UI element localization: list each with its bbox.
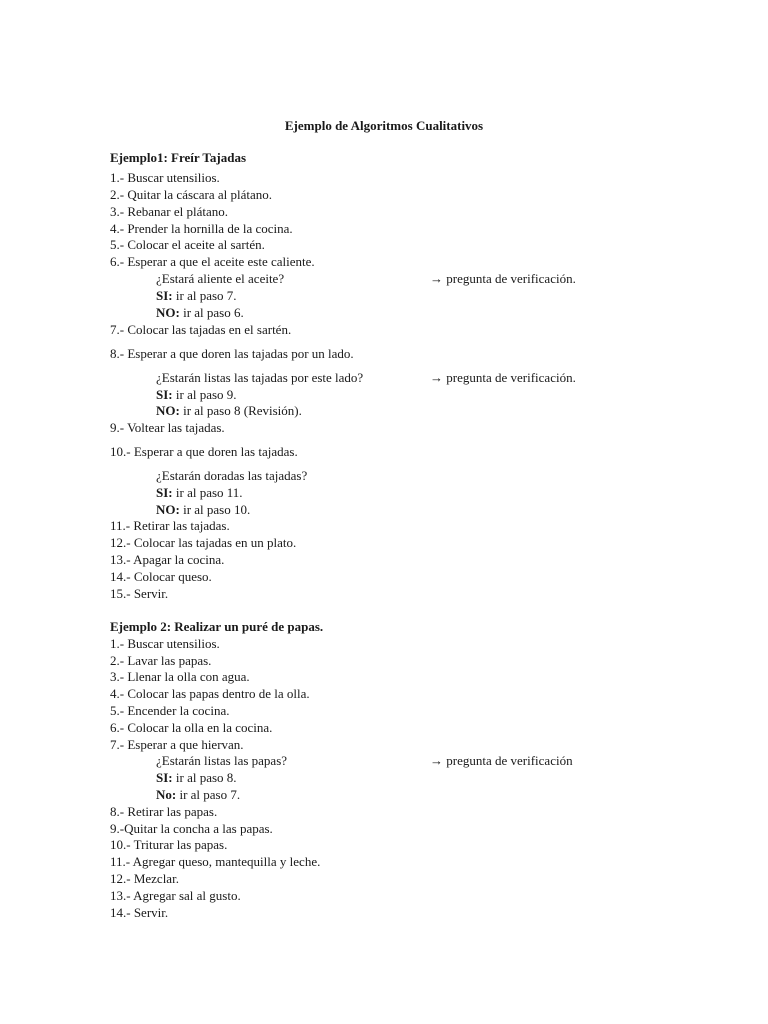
ex2-step-6: 6.- Colocar la olla en la cocina. [110,720,273,735]
ex1-question-1-no [156,305,244,321]
no-label: NO: [156,502,180,517]
ex1-question-3-si [156,485,243,501]
ex2-step-8: 8.- Retirar las papas. [110,804,218,819]
si-label: SI: [156,770,173,785]
ex1-question-2: ¿Estarán listas las tajadas por este lado? [156,370,364,385]
no-label: NO: [156,305,180,320]
ex1-question-2-si [156,387,237,403]
ex2-step-13: 13.- Agregar sal al gusto. [110,888,241,903]
example-2-heading: Ejemplo 2: Realizar un puré de papas. [110,619,324,634]
ex2-step-4: 4.- Colocar las papas dentro de la olla. [110,686,310,701]
ex1-question-2-note: → pregunta de verificación. [430,370,576,385]
ex1-step-12: 12.- Colocar las tajadas en un plato. [110,535,297,550]
ex2-step-10: 10.- Triturar las papas. [110,837,228,852]
ex1-step-4: 4.- Prender la hornilla de la cocina. [110,221,293,236]
ex2-step-5: 5.- Encender la cocina. [110,703,230,718]
ex1-question-1-si [156,288,237,304]
ex1-step-11: 11.- Retirar las tajadas. [110,518,230,533]
ex2-step-12: 12.- Mezclar. [110,871,179,886]
ex1-question-2-no [156,403,302,419]
ex1-question-1-note: → pregunta de verificación. [430,271,576,286]
ex1-step-13: 13.- Apagar la cocina. [110,552,225,567]
no-text: ir al paso 6. [179,305,244,320]
si-text: ir al paso 8. [172,770,237,785]
page-title: Ejemplo de Algoritmos Cualitativos [284,118,484,133]
ex2-step-3: 3.- Llenar la olla con agua. [110,669,250,684]
si-label: SI: [156,387,173,402]
ex1-step-9: 9.- Voltear las tajadas. [110,420,225,435]
si-text: ir al paso 7. [172,288,237,303]
ex2-step-2: 2.- Lavar las papas. [110,653,212,668]
ex2-question-1-si [156,770,237,786]
ex1-step-8: 8.- Esperar a que doren las tajadas por un lado. [110,346,354,361]
ex2-step-14: 14.- Servir. [110,905,169,920]
ex2-step-1: 1.- Buscar utensilios. [110,636,220,651]
ex1-step-1: 1.- Buscar utensilios. [110,170,220,185]
ex2-question-1-no [156,787,240,803]
no-label: NO: [156,403,180,418]
no-text: ir al paso 10. [179,502,251,517]
ex1-question-1: ¿Estará aliente el aceite? [156,271,285,286]
si-label: SI: [156,288,173,303]
ex1-step-15: 15.- Servir. [110,586,169,601]
ex1-question-3: ¿Estarán doradas las tajadas? [156,468,308,483]
ex1-step-10: 10.- Esperar a que doren las tajadas. [110,444,298,459]
ex2-step-9: 9.-Quitar la concha a las papas. [110,821,273,836]
no-text: ir al paso 8 (Revisión). [179,403,302,418]
no-label: No: [156,787,177,802]
ex1-step-2: 2.- Quitar la cáscara al plátano. [110,187,273,202]
si-text: ir al paso 9. [172,387,237,402]
ex1-step-3: 3.- Rebanar el plátano. [110,204,229,219]
ex1-step-6: 6.- Esperar a que el aceite este caliente. [110,254,315,269]
si-label: SI: [156,485,173,500]
ex1-question-3-no [156,502,250,518]
si-text: ir al paso 11. [172,485,243,500]
ex1-step-14: 14.- Colocar queso. [110,569,212,584]
ex1-step-5: 5.- Colocar el aceite al sartén. [110,237,265,252]
ex2-step-11: 11.- Agregar queso, mantequilla y leche. [110,854,321,869]
ex2-step-7: 7.- Esperar a que hiervan. [110,737,244,752]
ex1-step-7: 7.- Colocar las tajadas en el sartén. [110,322,292,337]
example-1-heading: Ejemplo1: Freír Tajadas [110,150,247,165]
ex2-question-1-note: → pregunta de verificación [430,753,573,768]
ex2-question-1: ¿Estarán listas las papas? [156,753,288,768]
no-text: ir al paso 7. [176,787,241,802]
